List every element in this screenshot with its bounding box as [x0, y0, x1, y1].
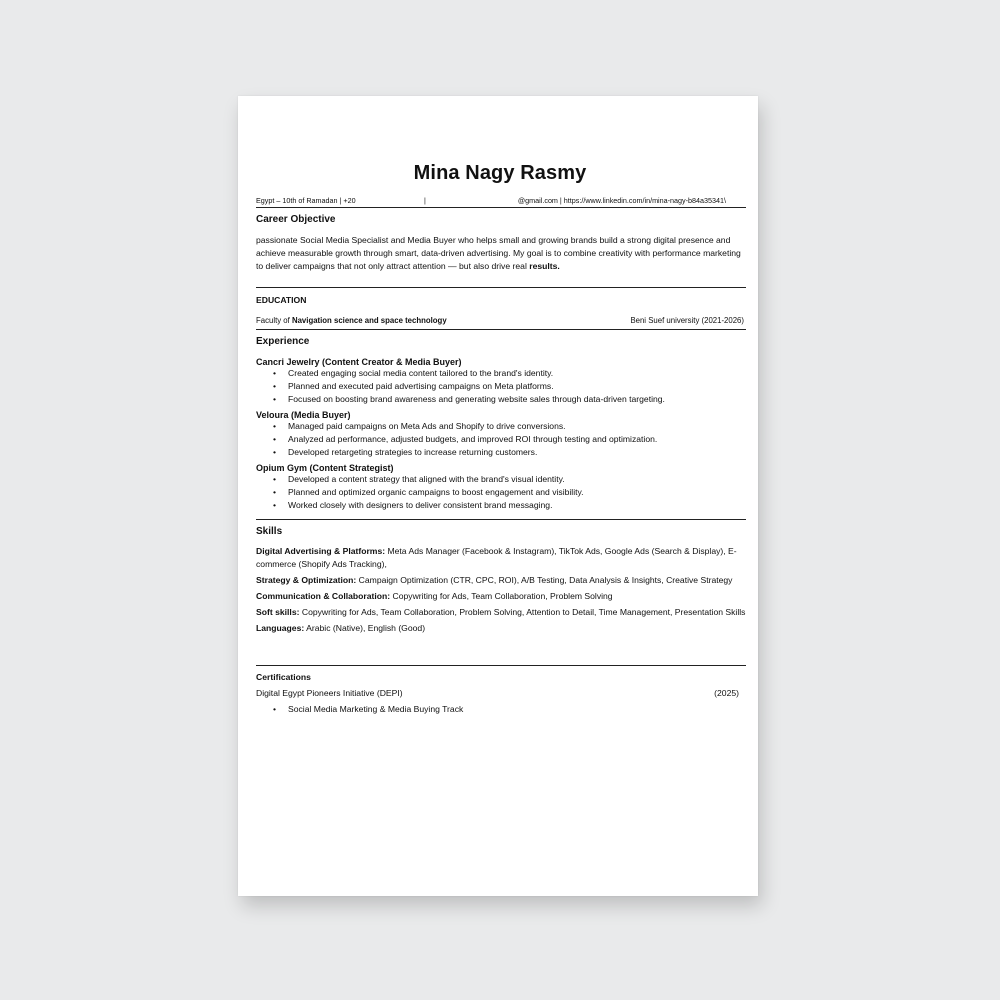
- bullet-icon: •: [273, 500, 277, 510]
- job-points: [256, 420, 744, 459]
- contact-location: Egypt – 10th of Ramadan | +20: [256, 196, 356, 205]
- bullet-icon: •: [273, 381, 277, 391]
- skill-item: [256, 606, 748, 619]
- skill-item: [256, 545, 748, 571]
- resume-page: [238, 96, 758, 896]
- bullet-icon: •: [273, 434, 277, 444]
- section-heading-education: EDUCATION: [256, 295, 307, 305]
- bullet-icon: •: [273, 447, 277, 457]
- section-heading-experience: Experience: [256, 336, 310, 347]
- job-point-text: Created engaging social media content tailored to the brand's identity.: [288, 368, 554, 378]
- skill-value: Meta Ads Manager (Facebook & Instagram), TikTok Ads, Google Ads (Search & Display), E-commerce (Shopify Ads Tracking),: [256, 546, 737, 569]
- certification-name: Digital Egypt Pioneers Initiative (DEPI): [256, 688, 403, 698]
- job-veloura: [256, 410, 744, 459]
- education-degree-line: [256, 316, 447, 325]
- job-points: [256, 473, 744, 512]
- skill-value: Copywriting for Ads, Team Collaboration, Problem Solving: [390, 591, 613, 601]
- certification-row: [256, 687, 739, 700]
- certification-year: (2025): [714, 688, 739, 698]
- list-item: [256, 380, 744, 393]
- job-point-text: Planned and optimized organic campaigns to boost engagement and visibility.: [288, 487, 584, 497]
- job-title: Veloura (Media Buyer): [256, 410, 351, 420]
- contact-links: @gmail.com | https://www.linkedin.com/in/mina-nagy-b84a35341\: [517, 196, 726, 205]
- section-heading-certifications: Certifications: [256, 672, 311, 682]
- contact-line: [256, 196, 744, 206]
- objective-body: passionate Social Media Specialist and Media Buyer who helps small and growing brands build a strong digital presence and achieve measurable growth through smart, data-driven advertising. My goal is to combine creativity with performance marketing to deliver campaigns that not only attract attention — but also drive real: [256, 235, 741, 271]
- skill-item: [256, 574, 748, 587]
- education-row: [256, 316, 744, 325]
- job-points: [256, 367, 744, 406]
- skill-label: Soft skills:: [256, 607, 300, 617]
- experience-divider: [256, 519, 746, 520]
- job-point-text: Analyzed ad performance, adjusted budgets, and improved ROI through testing and optimization.: [288, 434, 658, 444]
- list-item: [256, 367, 744, 380]
- job-title: Cancri Jewelry (Content Creator & Media Buyer): [256, 357, 462, 367]
- job-point-text: Managed paid campaigns on Meta Ads and Shopify to drive conversions.: [288, 421, 566, 431]
- skill-item: [256, 590, 748, 603]
- skill-label: Digital Advertising & Platforms:: [256, 546, 386, 556]
- education-degree: Navigation science and space technology: [291, 316, 447, 325]
- bullet-icon: •: [273, 368, 277, 378]
- objective-bold-end: results.: [529, 261, 560, 271]
- education-divider: [256, 329, 746, 330]
- job-point-text: Worked closely with designers to deliver consistent brand messaging.: [288, 500, 553, 510]
- bullet-icon: •: [273, 474, 277, 484]
- skills-list: [256, 545, 748, 638]
- list-item: [256, 420, 744, 433]
- skill-item: [256, 622, 748, 635]
- certification-track: Social Media Marketing & Media Buying Track: [288, 704, 464, 714]
- header-divider: [256, 207, 746, 208]
- skill-value: Campaign Optimization (CTR, CPC, ROI), A/B Testing, Data Analysis & Insights, Creative Strategy: [356, 575, 733, 585]
- job-point-text: Planned and executed paid advertising campaigns on Meta platforms.: [288, 381, 554, 391]
- certification-points: [256, 703, 744, 716]
- list-item: [256, 703, 744, 716]
- section-heading-objective: Career Objective: [256, 214, 336, 225]
- list-item: [256, 433, 744, 446]
- job-title: Opium Gym (Content Strategist): [256, 463, 394, 473]
- list-item: [256, 446, 744, 459]
- bullet-icon: •: [273, 704, 277, 714]
- skill-label: Languages:: [256, 623, 305, 633]
- job-opium-gym: [256, 463, 744, 512]
- list-item: [256, 393, 744, 406]
- skill-value: Arabic (Native), English (Good): [304, 623, 426, 633]
- job-point-text: Focused on boosting brand awareness and generating website sales through data-driven targeting.: [288, 394, 665, 404]
- list-item: [256, 499, 744, 512]
- job-cancri: [256, 357, 744, 406]
- contact-separator: |: [424, 196, 426, 205]
- education-school: Beni Suef university (2021-2026): [630, 316, 744, 325]
- candidate-name: Mina Nagy Rasmy: [413, 162, 587, 184]
- skills-divider: [256, 665, 746, 666]
- education-prefix: Faculty of: [256, 316, 292, 325]
- skill-value: Copywriting for Ads, Team Collaboration, Problem Solving, Attention to Detail, Time Management, Presentation Skills: [299, 607, 746, 617]
- skill-label: Strategy & Optimization:: [256, 575, 357, 585]
- objective-text: [256, 234, 748, 273]
- job-point-text: Developed retargeting strategies to increase returning customers.: [288, 447, 538, 457]
- bullet-icon: •: [273, 421, 277, 431]
- list-item: [256, 486, 744, 499]
- bullet-icon: •: [273, 487, 277, 497]
- bullet-icon: •: [273, 394, 277, 404]
- section-heading-skills: Skills: [256, 526, 283, 537]
- objective-divider: [256, 287, 746, 288]
- job-point-text: Developed a content strategy that aligned with the brand's visual identity.: [288, 474, 565, 484]
- list-item: [256, 473, 744, 486]
- skill-label: Communication & Collaboration:: [256, 591, 391, 601]
